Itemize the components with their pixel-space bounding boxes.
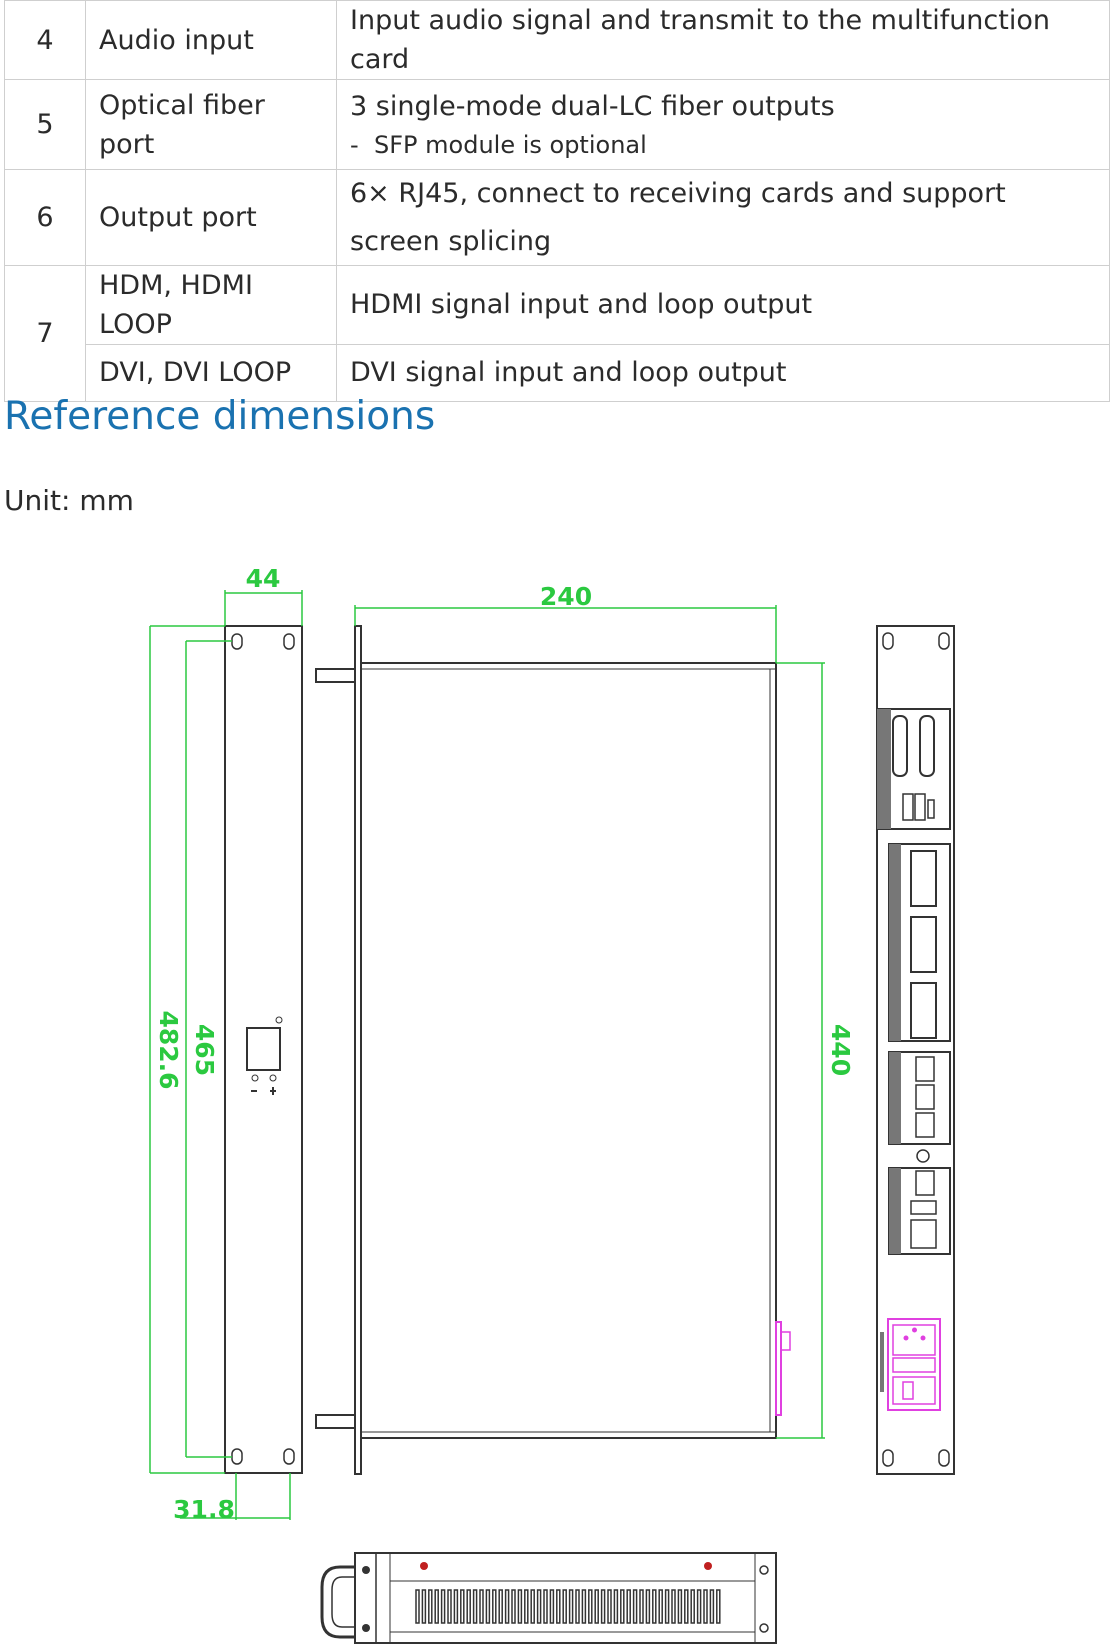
dimension-label: 465 xyxy=(190,1023,219,1077)
vent-slot xyxy=(602,1590,605,1623)
vent-slot xyxy=(666,1590,669,1623)
unit-label: Unit: mm xyxy=(4,484,134,517)
vent-slot xyxy=(563,1590,566,1623)
vent-slot xyxy=(710,1590,713,1623)
vent-slot xyxy=(704,1590,707,1623)
vent-slot xyxy=(678,1590,681,1623)
vent-slot xyxy=(640,1590,643,1623)
row-number: 5 xyxy=(5,80,86,170)
vent-slot xyxy=(672,1590,675,1623)
rj45-port-icon xyxy=(911,851,936,906)
vent-slot xyxy=(698,1590,701,1623)
vent-slot xyxy=(685,1590,688,1623)
vent-slot xyxy=(474,1590,477,1623)
mount-hole-icon xyxy=(939,633,949,649)
mount-hole-icon xyxy=(883,633,893,649)
vent-slot xyxy=(518,1590,521,1623)
vent-slot xyxy=(506,1590,509,1623)
front-panel-view xyxy=(225,626,302,1473)
port-description: DVI signal input and loop output xyxy=(337,345,1110,402)
vent-slot xyxy=(448,1590,451,1623)
vent-slot xyxy=(429,1590,432,1623)
vent-slot xyxy=(717,1590,720,1623)
vent-slot xyxy=(582,1590,585,1623)
vent-slot xyxy=(480,1590,483,1623)
vent-slot xyxy=(634,1590,637,1623)
vent-slot xyxy=(493,1590,496,1623)
dimension-label: 31.8 xyxy=(173,1495,235,1524)
vent-slot xyxy=(621,1590,624,1623)
mount-hole-icon xyxy=(939,1450,949,1466)
vent-slot xyxy=(416,1590,419,1623)
section-title: Reference dimensions xyxy=(4,394,436,439)
fuse-holder-icon xyxy=(893,1358,935,1372)
vent-slot xyxy=(467,1590,470,1623)
indicator-led-icon xyxy=(276,1017,282,1023)
vent-slot xyxy=(454,1590,457,1623)
port-note: - SFP module is optional xyxy=(350,130,647,159)
fiber-port-icon xyxy=(916,1085,934,1109)
dimension-label: 240 xyxy=(539,582,593,611)
dvi-loop-port-icon xyxy=(920,716,934,776)
vent-slot xyxy=(538,1590,541,1623)
mount-hole-icon xyxy=(232,1449,242,1464)
vent-slot xyxy=(550,1590,553,1623)
handle-bottom-icon xyxy=(316,1415,355,1428)
vent-slot xyxy=(557,1590,560,1623)
vent-slot xyxy=(486,1590,489,1623)
vent-slot xyxy=(614,1590,617,1623)
port-description: 3 single-mode dual-LC fiber outputs xyxy=(350,90,835,122)
front-panel-outline xyxy=(225,626,302,1473)
mount-hole-icon xyxy=(284,634,294,649)
rear-panel-view xyxy=(877,626,954,1474)
button-minus-icon xyxy=(252,1075,258,1081)
vent-slot xyxy=(589,1590,592,1623)
vent-slot xyxy=(442,1590,445,1623)
vent-slot xyxy=(646,1590,649,1623)
audio-jack-icon xyxy=(917,1150,929,1162)
row-number: 4 xyxy=(5,1,86,80)
port-name: Output port xyxy=(86,170,337,266)
dimension-label: 440 xyxy=(826,1023,855,1077)
handle-top-icon xyxy=(316,669,355,682)
port-note-text: SFP module is optional xyxy=(374,130,647,159)
vent-slot xyxy=(595,1590,598,1623)
port-name: Audio input xyxy=(86,1,337,80)
dimension-label: 482.6 xyxy=(154,1010,183,1090)
vent-slot xyxy=(570,1590,573,1623)
row-number: 7 xyxy=(5,265,86,401)
rj45-port-icon xyxy=(911,917,936,972)
top-dimensions xyxy=(355,605,825,1438)
row-number: 6 xyxy=(5,170,86,266)
vent-slot xyxy=(435,1590,438,1623)
vent-slot xyxy=(653,1590,656,1623)
dimension-label: 44 xyxy=(245,564,281,593)
top-view-body xyxy=(361,663,776,1438)
hdmi-loop-port-icon xyxy=(915,794,925,820)
port-description: Input audio signal and transmit to the multifunction card xyxy=(337,1,1110,80)
port-description: 6× RJ45, connect to receiving cards and support screen splicing xyxy=(337,170,1110,266)
vent-slot xyxy=(531,1590,534,1623)
vent-slot xyxy=(422,1590,425,1623)
port-description: HDMI signal input and loop output xyxy=(337,265,1110,344)
power-switch-icon xyxy=(893,1377,935,1404)
vent-slot xyxy=(512,1590,515,1623)
dvi-port-icon xyxy=(893,716,907,776)
power-inlet-block xyxy=(888,1319,940,1410)
port-name: HDM, HDMI LOOP xyxy=(86,265,337,344)
port-name: Optical fiber port xyxy=(86,80,337,170)
mount-hole-icon xyxy=(232,634,242,649)
vent-slot xyxy=(608,1590,611,1623)
lcd-screen-icon xyxy=(247,1028,280,1070)
side-view xyxy=(322,1553,776,1643)
ventilation-slots xyxy=(416,1590,720,1623)
vent-slot xyxy=(461,1590,464,1623)
fiber-port-icon xyxy=(916,1057,934,1081)
vent-slot xyxy=(576,1590,579,1623)
button-plus-icon xyxy=(270,1075,276,1081)
vent-slot xyxy=(525,1590,528,1623)
vent-slot xyxy=(627,1590,630,1623)
hdmi-port-icon xyxy=(903,794,913,820)
vent-slot xyxy=(499,1590,502,1623)
rj45-port-icon xyxy=(911,983,936,1038)
mount-hole-icon xyxy=(284,1449,294,1464)
vent-slot xyxy=(659,1590,662,1623)
top-view xyxy=(316,626,790,1474)
vent-slot xyxy=(691,1590,694,1623)
vent-slot xyxy=(544,1590,547,1623)
fiber-port-icon xyxy=(916,1113,934,1137)
port-name: DVI, DVI LOOP xyxy=(86,345,337,402)
mount-hole-icon xyxy=(883,1450,893,1466)
